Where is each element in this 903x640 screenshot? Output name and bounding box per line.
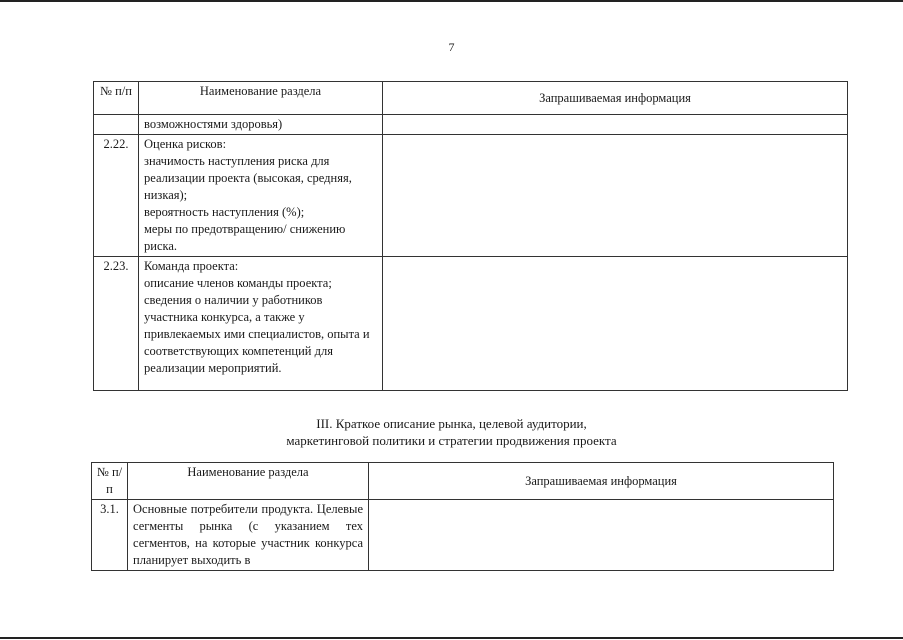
row-section-text: Команда проекта: описание членов команды проекта; сведения о наличии у работников участника конкурса, а также у привлекаемых ими специалистов, опыта и соответствующих компетенций для реализации мероприятий. [144, 259, 370, 375]
table-row [94, 135, 848, 257]
requirements-table-1 [93, 81, 848, 391]
header-num: № п/п [92, 463, 128, 500]
section-title-line-2: маркетинговой политики и стратегии продвижения проекта [286, 433, 617, 448]
row-num: 2.22. [94, 135, 139, 257]
row-info [383, 115, 848, 135]
header-section: Наименование раздела [139, 82, 383, 115]
header-info: Запрашиваемая информация [369, 463, 834, 500]
row-section [128, 500, 369, 571]
scan-bottom-edge [0, 637, 903, 639]
row-num: 3.1. [92, 500, 128, 571]
requirements-table-2 [91, 462, 834, 571]
row-section [139, 115, 383, 135]
row-num [94, 115, 139, 135]
section-title [0, 415, 903, 449]
table-row [92, 500, 834, 571]
row-section [139, 257, 383, 391]
scan-top-edge [0, 0, 903, 2]
row-section [139, 135, 383, 257]
table-row [94, 257, 848, 391]
header-info: Запрашиваемая информация [383, 82, 848, 115]
section-title-line-1: III. Краткое описание рынка, целевой аудитории, [316, 416, 587, 431]
row-num: 2.23. [94, 257, 139, 391]
row-info [369, 500, 834, 571]
page-number: 7 [448, 40, 455, 54]
row-section-text: Оценка рисков: значимость наступления риска для реализации проекта (высокая, средняя, низкая); вероятность наступления (%); меры по предотвращению/ снижению риска. [144, 137, 352, 253]
header-section: Наименование раздела [128, 463, 369, 500]
header-num: № п/п [94, 82, 139, 115]
row-info [383, 257, 848, 391]
table-header-row [94, 82, 848, 115]
row-section-text: возможностями здоровья) [144, 117, 283, 131]
table-header-row [92, 463, 834, 500]
row-info [383, 135, 848, 257]
row-section-text: Основные потребители продукта. Целевые сегменты рынка (с указанием тех сегментов, на которые участник конкурса планирует выходить в [133, 502, 363, 567]
table-row [94, 115, 848, 135]
